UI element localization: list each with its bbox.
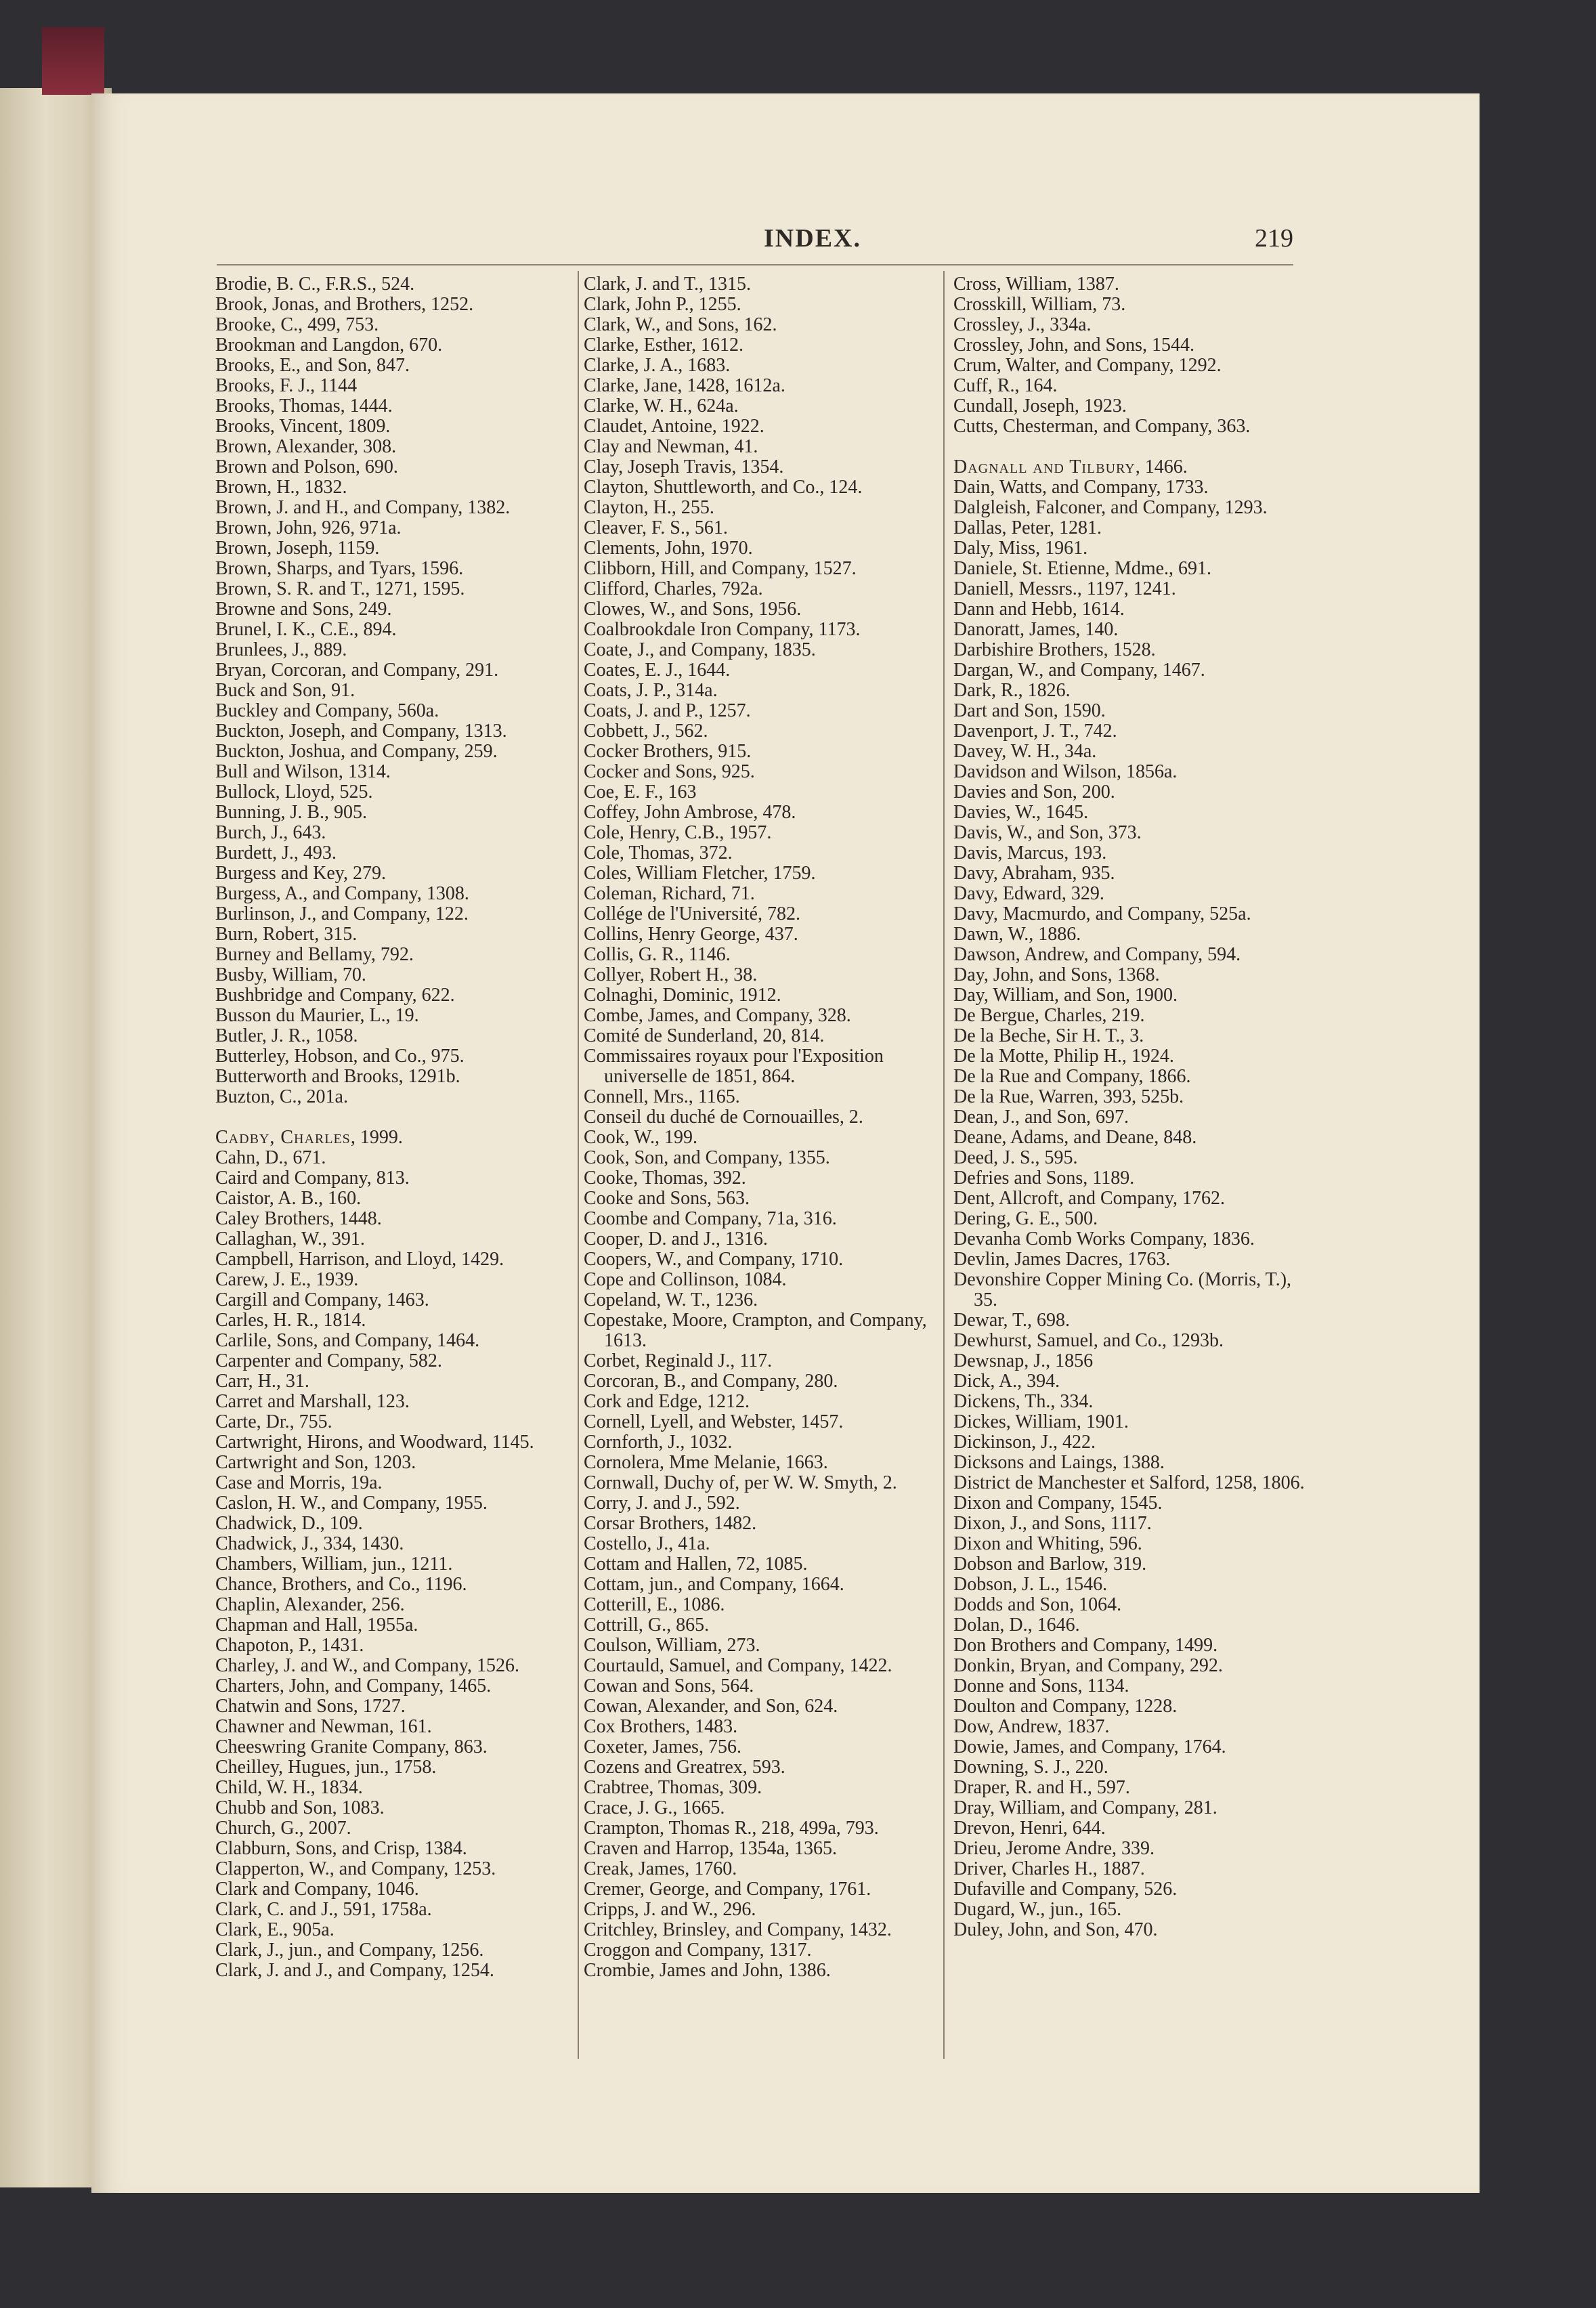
index-entry: Crossley, J., 334a.: [953, 314, 1092, 335]
index-entry: Chambers, William, jun., 1211.: [215, 1554, 453, 1575]
index-entry: Browne and Sons, 249.: [215, 599, 392, 620]
index-entry: Butterley, Hobson, and Co., 975.: [215, 1046, 465, 1067]
index-entry: Carlile, Sons, and Company, 1464.: [215, 1330, 480, 1351]
index-entry: Brown, Sharps, and Tyars, 1596.: [215, 558, 464, 579]
index-entry: Coate, J., and Company, 1835.: [584, 639, 816, 660]
index-entry: Bull and Wilson, 1314.: [215, 761, 391, 782]
index-entry: Day, William, and Son, 1900.: [953, 985, 1178, 1006]
index-entry: Davey, W. H., 34a.: [953, 741, 1097, 762]
index-entry: Cartwright, Hirons, and Woodward, 1145.: [215, 1432, 534, 1453]
index-entry: Clark, E., 905a.: [215, 1919, 335, 1940]
index-entry: District de Manchester et Salford, 1258, 1806.: [953, 1472, 1305, 1493]
index-entry: Cartwright and Son, 1203.: [215, 1452, 416, 1473]
index-entry: Brooks, F. J., 1144: [215, 375, 358, 396]
index-entry: Coates, E. J., 1644.: [584, 660, 731, 681]
index-entry: Chubb and Son, 1083.: [215, 1797, 385, 1818]
index-entry: Dobson and Barlow, 319.: [953, 1554, 1147, 1575]
index-entry: Dalgleish, Falconer, and Company, 1293.: [953, 497, 1268, 518]
index-entry: Clay, Joseph Travis, 1354.: [584, 456, 784, 477]
index-entry: Clark, John P., 1255.: [584, 294, 741, 315]
index-entry: Dodds and Son, 1064.: [953, 1594, 1122, 1615]
index-entry: Cleaver, F. S., 561.: [584, 517, 728, 538]
index-entry: Bunning, J. B., 905.: [215, 802, 368, 823]
index-entry: Dart and Son, 1590.: [953, 700, 1106, 721]
index-entry: Draper, R. and H., 597.: [953, 1777, 1130, 1798]
index-entry: Dawson, Andrew, and Company, 594.: [953, 944, 1241, 965]
index-entry: Burch, J., 643.: [215, 822, 326, 843]
index-entry: Cole, Henry, C.B., 1957.: [584, 822, 772, 843]
index-entry: Devlin, James Dacres, 1763.: [953, 1249, 1171, 1270]
index-entry: Coleman, Richard, 71.: [584, 883, 755, 904]
index-entry: Daly, Miss, 1961.: [953, 538, 1088, 559]
index-entry: Cornell, Lyell, and Webster, 1457.: [584, 1411, 844, 1432]
index-entry: Davy, Macmurdo, and Company, 525a.: [953, 903, 1251, 924]
index-entry: Coles, William Fletcher, 1759.: [584, 863, 816, 884]
index-entry: De la Motte, Philip H., 1924.: [953, 1046, 1174, 1067]
index-entry: Crossley, John, and Sons, 1544.: [953, 335, 1194, 356]
index-entry: Carew, J. E., 1939.: [215, 1269, 359, 1290]
index-entry: Drevon, Henri, 644.: [953, 1818, 1106, 1839]
index-entry: Dickinson, J., 422.: [953, 1432, 1096, 1453]
index-entry: Cocker Brothers, 915.: [584, 741, 752, 762]
index-entry: Cuff, R., 164.: [953, 375, 1058, 396]
index-entry: Duley, John, and Son, 470.: [953, 1919, 1158, 1940]
index-entry: Carr, H., 31.: [215, 1371, 309, 1392]
index-entry: Dick, A., 394.: [953, 1371, 1060, 1392]
index-entry: Caistor, A. B., 160.: [215, 1188, 362, 1209]
page-title: INDEX.: [764, 224, 861, 253]
index-entry: Day, John, and Sons, 1368.: [953, 964, 1160, 985]
index-entry: Downing, S. J., 220.: [953, 1757, 1108, 1778]
index-entry: Davidson and Wilson, 1856a.: [953, 761, 1178, 782]
index-entry: Cook, W., 199.: [584, 1127, 698, 1148]
index-entry: Dufaville and Company, 526.: [953, 1879, 1178, 1900]
index-entry: Clibborn, Hill, and Company, 1527.: [584, 558, 857, 579]
index-entry: Brown and Polson, 690.: [215, 456, 398, 477]
index-entry: Cornforth, J., 1032.: [584, 1432, 733, 1453]
index-entry: Coombe and Company, 71a, 316.: [584, 1208, 837, 1229]
index-entry: Cahn, D., 671.: [215, 1147, 326, 1168]
column-divider: [578, 271, 579, 2059]
index-entry: Cottam and Hallen, 72, 1085.: [584, 1554, 808, 1575]
index-entry: Busson du Maurier, L., 19.: [215, 1005, 419, 1026]
index-entry: Brooks, Vincent, 1809.: [215, 416, 391, 437]
index-entry: Copestake, Moore, Crampton, and Company, 1613.: [584, 1310, 927, 1351]
index-entry: Dewar, T., 698.: [953, 1310, 1071, 1331]
index-column-3: [953, 274, 1306, 1940]
index-entry: Collége de l'Université, 782.: [584, 903, 800, 924]
index-entry: Carles, H. R., 1814.: [215, 1310, 366, 1331]
index-entry: Crum, Walter, and Company, 1292.: [953, 355, 1222, 376]
index-entry: Chapoton, P., 1431.: [215, 1635, 364, 1656]
index-entry: Dewsnap, J., 1856: [953, 1350, 1094, 1371]
index-entry: Burn, Robert, 315.: [215, 924, 358, 945]
index-entry: Dargan, W., and Company, 1467.: [953, 660, 1205, 681]
index-entry: Cole, Thomas, 372.: [584, 842, 733, 863]
index-entry: Cheeswring Granite Company, 863.: [215, 1736, 488, 1757]
index-entry: Burgess and Key, 279.: [215, 863, 386, 884]
index-entry: Burlinson, J., and Company, 122.: [215, 903, 469, 924]
index-entry: Clayton, Shuttleworth, and Co., 124.: [584, 477, 863, 498]
index-entry: Collis, G. R., 1146.: [584, 944, 731, 965]
index-entry: Chaplin, Alexander, 256.: [215, 1594, 405, 1615]
index-entry: Dent, Allcroft, and Company, 1762.: [953, 1188, 1226, 1209]
index-entry: Coe, E. F., 163: [584, 782, 697, 803]
index-entry: Coxeter, James, 756.: [584, 1736, 741, 1757]
index-entry: Dicksons and Laings, 1388.: [953, 1452, 1165, 1473]
index-entry: Defries and Sons, 1189.: [953, 1168, 1135, 1189]
index-entry: De la Rue, Warren, 393, 525b.: [953, 1086, 1184, 1107]
index-entry: Corbet, Reginald J., 117.: [584, 1350, 773, 1371]
index-entry: Cadby, Charles, 1999.: [215, 1127, 403, 1148]
index-entry: Bullock, Lloyd, 525.: [215, 782, 373, 803]
index-entry: Danoratt, James, 140.: [953, 619, 1119, 640]
index-entry: Cripps, J. and W., 296.: [584, 1899, 756, 1920]
index-entry: Callaghan, W., 391.: [215, 1228, 365, 1249]
index-entry: Brown, S. R. and T., 1271, 1595.: [215, 578, 465, 599]
index-entry: Cooke, Thomas, 392.: [584, 1168, 746, 1189]
index-entry: Davy, Abraham, 935.: [953, 863, 1115, 884]
index-entry: Dixon, J., and Sons, 1117.: [953, 1513, 1152, 1534]
index-entry: De Bergue, Charles, 219.: [953, 1005, 1145, 1026]
index-entry: Dain, Watts, and Company, 1733.: [953, 477, 1209, 498]
index-entry: Comité de Sunderland, 20, 814.: [584, 1025, 825, 1046]
index-entry: Cowan, Alexander, and Son, 624.: [584, 1696, 838, 1717]
index-entry: Brunlees, J., 889.: [215, 639, 347, 660]
index-entry: Case and Morris, 19a.: [215, 1472, 383, 1493]
index-entry: Carte, Dr., 755.: [215, 1411, 332, 1432]
index-entry: Crosskill, William, 73.: [953, 294, 1126, 315]
index-entry: Cremer, George, and Company, 1761.: [584, 1879, 871, 1900]
index-entry: Collins, Henry George, 437.: [584, 924, 798, 945]
index-entry: Chawner and Newman, 161.: [215, 1716, 432, 1737]
index-entry: Burney and Bellamy, 792.: [215, 944, 414, 965]
index-entry: Collyer, Robert H., 38.: [584, 964, 758, 985]
index-entry: Dawn, W., 1886.: [953, 924, 1081, 945]
index-entry: Cutts, Chesterman, and Company, 363.: [953, 416, 1251, 437]
index-entry: Davenport, J. T., 742.: [953, 721, 1117, 742]
index-entry: Darbishire Brothers, 1528.: [953, 639, 1156, 660]
index-entry: Clarke, W. H., 624a.: [584, 396, 739, 416]
index-entry: Charley, J. and W., and Company, 1526.: [215, 1655, 519, 1676]
index-entry: Clarke, Jane, 1428, 1612a.: [584, 375, 785, 396]
index-entry: Butterworth and Brooks, 1291b.: [215, 1066, 460, 1087]
index-entry: Colnaghi, Dominic, 1912.: [584, 985, 781, 1006]
index-entry: Caslon, H. W., and Company, 1955.: [215, 1493, 488, 1514]
index-entry: Crace, J. G., 1665.: [584, 1797, 725, 1818]
index-entry: Donkin, Bryan, and Company, 292.: [953, 1655, 1223, 1676]
index-entry: Clark and Company, 1046.: [215, 1879, 419, 1900]
index-entry: Church, G., 2007.: [215, 1818, 351, 1839]
index-entry: Cornolera, Mme Melanie, 1663.: [584, 1452, 828, 1473]
index-entry: Cundall, Joseph, 1923.: [953, 396, 1127, 416]
index-entry: Dixon and Whiting, 596.: [953, 1533, 1142, 1554]
index-entry: Charters, John, and Company, 1465.: [215, 1675, 492, 1696]
index-entry: Cox Brothers, 1483.: [584, 1716, 738, 1737]
index-entry: Dean, J., and Son, 697.: [953, 1107, 1129, 1128]
index-entry: Don Brothers and Company, 1499.: [953, 1635, 1218, 1656]
index-entry: Brunel, I. K., C.E., 894.: [215, 619, 397, 640]
index-entry: Dann and Hebb, 1614.: [953, 599, 1125, 620]
index-entry: Coffey, John Ambrose, 478.: [584, 802, 796, 823]
index-entry: Brown, H., 1832.: [215, 477, 347, 498]
index-entry: Campbell, Harrison, and Lloyd, 1429.: [215, 1249, 504, 1270]
index-column-2: [584, 274, 946, 1981]
index-entry: Buckley and Company, 560a.: [215, 700, 439, 721]
index-entry: Devanha Comb Works Company, 1836.: [953, 1228, 1255, 1249]
index-entry: Dering, G. E., 500.: [953, 1208, 1098, 1229]
index-entry: Brook, Jonas, and Brothers, 1252.: [215, 294, 474, 315]
index-entry: Carret and Marshall, 123.: [215, 1391, 410, 1412]
index-entry: Dow, Andrew, 1837.: [953, 1716, 1110, 1737]
index-entry: Cheilley, Hugues, jun., 1758.: [215, 1757, 437, 1778]
index-entry: Butler, J. R., 1058.: [215, 1025, 358, 1046]
index-entry: Clabburn, Sons, and Crisp, 1384.: [215, 1838, 467, 1859]
index-entry: Cargill and Company, 1463.: [215, 1289, 429, 1310]
index-entry: Carpenter and Company, 582.: [215, 1350, 442, 1371]
index-entry: De la Beche, Sir H. T., 3.: [953, 1025, 1144, 1046]
index-entry: Brooke, C., 499, 753.: [215, 314, 379, 335]
index-entry: Bryan, Corcoran, and Company, 291.: [215, 660, 499, 681]
index-entry: Cobbett, J., 562.: [584, 721, 708, 742]
index-entry: Cook, Son, and Company, 1355.: [584, 1147, 830, 1168]
index-entry: Dagnall and Tilbury, 1466.: [953, 456, 1188, 477]
index-entry: Corcoran, B., and Company, 280.: [584, 1371, 838, 1392]
index-entry: Coopers, W., and Company, 1710.: [584, 1249, 844, 1270]
index-entry: Davies and Son, 200.: [953, 782, 1115, 803]
index-entry: Chadwick, J., 334, 1430.: [215, 1533, 404, 1554]
index-entry: Connell, Mrs., 1165.: [584, 1086, 740, 1107]
index-entry: Costello, J., 41a.: [584, 1533, 710, 1554]
index-entry: Clarke, J. A., 1683.: [584, 355, 731, 376]
index-entry: Cooper, D. and J., 1316.: [584, 1228, 768, 1249]
index-entry: Critchley, Brinsley, and Company, 1432.: [584, 1919, 892, 1940]
index-entry: Davy, Edward, 329.: [953, 883, 1104, 904]
index-entry: Chadwick, D., 109.: [215, 1513, 363, 1534]
index-entry: Clements, John, 1970.: [584, 538, 753, 559]
index-entry: Drieu, Jerome Andre, 339.: [953, 1838, 1155, 1859]
index-entry: Clark, W., and Sons, 162.: [584, 314, 777, 335]
index-entry: Dolan, D., 1646.: [953, 1615, 1080, 1636]
index-entry: Deed, J. S., 595.: [953, 1147, 1078, 1168]
index-entry: Combe, James, and Company, 328.: [584, 1005, 851, 1026]
index-entry: Courtauld, Samuel, and Company, 1422.: [584, 1655, 892, 1676]
index-entry: Coulson, William, 273.: [584, 1635, 760, 1656]
index-entry: Cozens and Greatrex, 593.: [584, 1757, 785, 1778]
index-entry: Clark, C. and J., 591, 1758a.: [215, 1899, 432, 1920]
index-entry: Daniele, St. Etienne, Mdme., 691.: [953, 558, 1212, 579]
index-entry: Dark, R., 1826.: [953, 680, 1071, 701]
index-entry: Dallas, Peter, 1281.: [953, 517, 1102, 538]
index-entry: Cooke and Sons, 563.: [584, 1188, 750, 1209]
index-entry: Daniell, Messrs., 1197, 1241.: [953, 578, 1176, 599]
index-entry: Creak, James, 1760.: [584, 1858, 737, 1879]
index-entry: Craven and Harrop, 1354a, 1365.: [584, 1838, 838, 1859]
index-entry: Crombie, James and John, 1386.: [584, 1960, 831, 1981]
index-entry: Clayton, H., 255.: [584, 497, 714, 518]
index-entry: Brodie, B. C., F.R.S., 524.: [215, 274, 415, 295]
index-entry: Crabtree, Thomas, 309.: [584, 1777, 762, 1798]
index-entry: Cope and Collinson, 1084.: [584, 1269, 787, 1290]
index-entry: Croggon and Company, 1317.: [584, 1940, 812, 1961]
index-entry: Buzton, C., 201a.: [215, 1086, 348, 1107]
index-entry: Dowie, James, and Company, 1764.: [953, 1736, 1226, 1757]
index-entry: Buckton, Joshua, and Company, 259.: [215, 741, 498, 762]
index-entry: Claudet, Antoine, 1922.: [584, 416, 764, 437]
index-entry: Driver, Charles H., 1887.: [953, 1858, 1145, 1879]
index-entry: Coats, J. and P., 1257.: [584, 700, 751, 721]
index-entry: Dobson, J. L., 1546.: [953, 1574, 1108, 1595]
index-entry: Buck and Son, 91.: [215, 680, 355, 701]
index-entry: Doulton and Company, 1228.: [953, 1696, 1178, 1717]
index-entry: Buckton, Joseph, and Company, 1313.: [215, 721, 507, 742]
index-entry: Crampton, Thomas R., 218, 499a, 793.: [584, 1818, 879, 1839]
index-entry: Devonshire Copper Mining Co. (Morris, T.), 35.: [953, 1269, 1292, 1310]
index-entry: Davis, Marcus, 193.: [953, 842, 1107, 863]
index-entry: Clark, J. and T., 1315.: [584, 274, 752, 295]
index-entry: Cottrill, G., 865.: [584, 1615, 710, 1636]
index-entry: Coats, J. P., 314a.: [584, 680, 718, 701]
index-entry: Brooks, E., and Son, 847.: [215, 355, 410, 376]
index-entry: Conseil du duché de Cornouailles, 2.: [584, 1107, 863, 1128]
index-entry: Child, W. H., 1834.: [215, 1777, 363, 1798]
index-entry: Clapperton, W., and Company, 1253.: [215, 1858, 496, 1879]
index-entry: Brooks, Thomas, 1444.: [215, 396, 393, 416]
index-entry: Dugard, W., jun., 165.: [953, 1899, 1122, 1920]
index-entry: Dickens, Th., 334.: [953, 1391, 1094, 1412]
index-entry: Dray, William, and Company, 281.: [953, 1797, 1217, 1818]
index-entry: Davies, W., 1645.: [953, 802, 1089, 823]
index-entry: Cowan and Sons, 564.: [584, 1675, 754, 1696]
index-entry: De la Rue and Company, 1866.: [953, 1066, 1191, 1087]
index-entry: Caird and Company, 813.: [215, 1168, 410, 1189]
index-entry: Davis, W., and Son, 373.: [953, 822, 1142, 843]
index-entry: Brown, John, 926, 971a.: [215, 517, 402, 538]
index-entry: Corsar Brothers, 1482.: [584, 1513, 757, 1534]
index-entry: Brookman and Langdon, 670.: [215, 335, 443, 356]
index-entry: Brown, Alexander, 308.: [215, 436, 397, 457]
index-entry: Brown, Joseph, 1159.: [215, 538, 380, 559]
index-entry: Caley Brothers, 1448.: [215, 1208, 382, 1229]
index-entry: Cross, William, 1387.: [953, 274, 1119, 295]
index-entry: Cotterill, E., 1086.: [584, 1594, 725, 1615]
index-entry: Clark, J., jun., and Company, 1256.: [215, 1940, 484, 1961]
index-entry: Cork and Edge, 1212.: [584, 1391, 750, 1412]
index-column-1: [215, 274, 574, 1981]
index-entry: Deane, Adams, and Deane, 848.: [953, 1127, 1197, 1148]
index-entry: Coalbrookdale Iron Company, 1173.: [584, 619, 861, 640]
index-entry: Busby, William, 70.: [215, 964, 366, 985]
index-entry: Bushbridge and Company, 622.: [215, 985, 455, 1006]
index-entry: Chance, Brothers, and Co., 1196.: [215, 1574, 467, 1595]
index-entry: Clifford, Charles, 792a.: [584, 578, 763, 599]
index-entry: Chatwin and Sons, 1727.: [215, 1696, 406, 1717]
index-entry: Donne and Sons, 1134.: [953, 1675, 1129, 1696]
bookmark-ribbon: [42, 27, 104, 95]
index-entry: Dixon and Company, 1545.: [953, 1493, 1163, 1514]
index-entry: Burdett, J., 493.: [215, 842, 337, 863]
index-entry: Dewhurst, Samuel, and Co., 1293b.: [953, 1330, 1224, 1351]
index-entry: Cocker and Sons, 925.: [584, 761, 755, 782]
index-entry: Burgess, A., and Company, 1308.: [215, 883, 469, 904]
index-entry: Commissaires royaux pour l'Exposition universelle de 1851, 864.: [584, 1046, 884, 1087]
index-entry: Chapman and Hall, 1955a.: [215, 1615, 418, 1636]
index-entry: Corry, J. and J., 592.: [584, 1493, 740, 1514]
index-entry: Copeland, W. T., 1236.: [584, 1289, 758, 1310]
index-entry: Dickes, William, 1901.: [953, 1411, 1129, 1432]
header-rule: [217, 264, 1293, 265]
index-entry: Clay and Newman, 41.: [584, 436, 758, 457]
index-entry: Cottam, jun., and Company, 1664.: [584, 1574, 844, 1595]
index-entry: Cornwall, Duchy of, per W. W. Smyth, 2.: [584, 1472, 897, 1493]
page-number: 219: [1255, 224, 1293, 253]
index-entry: Clark, J. and J., and Company, 1254.: [215, 1960, 494, 1981]
index-entry: Clowes, W., and Sons, 1956.: [584, 599, 802, 620]
index-entry: Brown, J. and H., and Company, 1382.: [215, 497, 511, 518]
index-entry: Clarke, Esther, 1612.: [584, 335, 744, 356]
